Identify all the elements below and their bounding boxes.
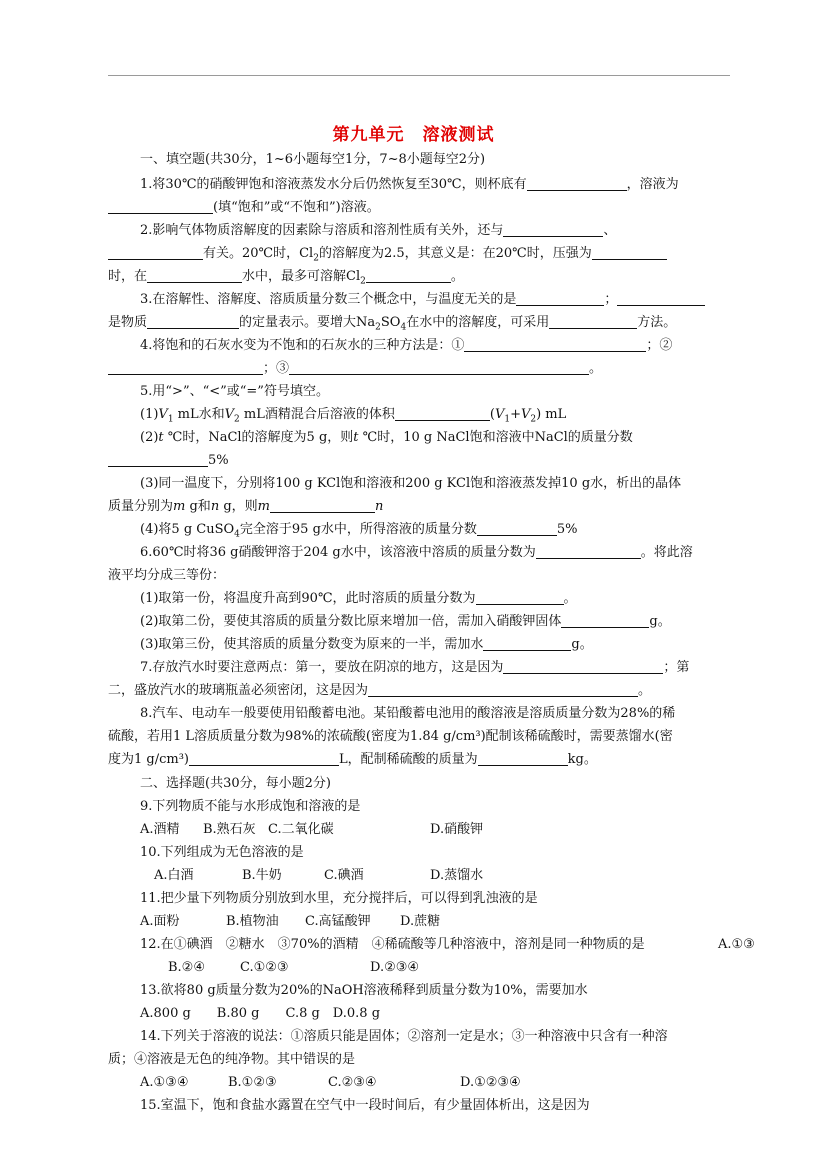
answer-blank[interactable] xyxy=(270,498,375,513)
answer-blank[interactable] xyxy=(503,659,663,674)
option-a[interactable]: A.白酒 xyxy=(154,868,194,883)
answer-blank[interactable] xyxy=(395,406,490,421)
question-6: 6.60℃时将36 g硝酸钾溶于204 g水中，该溶液中溶质的质量分数为 。将此溶 xyxy=(140,545,693,560)
option-c[interactable]: C.高锰酸钾 xyxy=(305,914,371,929)
question-2-cont2: 时，在 水中，最多可溶解$Cl_2$ 。 xyxy=(108,269,464,287)
question-4-cont: ；③ 。 xyxy=(108,359,602,379)
question-14: 14.下列关于溶液的说法：①溶质只能是固体；②溶剂一定是水；③一种溶液中只含有一种溶 xyxy=(140,1029,668,1044)
question-4: 4.将饱和的石灰水变为不饱和的石灰水的三种方法是：① ；② xyxy=(140,338,673,353)
question-6-part-2: (2)取第二份，要使其溶质的质量分数比原来增加一倍，需加入硝酸钾固体 g。 xyxy=(140,614,671,629)
answer-blank[interactable] xyxy=(189,751,339,766)
option-d[interactable]: D.蔗糖 xyxy=(400,914,441,929)
answer-blank[interactable] xyxy=(147,314,239,329)
option-c[interactable]: C.②③④ xyxy=(328,1075,377,1090)
question-12: 12.在①碘酒 ②糖水 ③70%的酒精 ④稀硫酸等几种溶液中，溶剂是同一种物质的是 A.①③ xyxy=(140,935,645,955)
header-rule xyxy=(108,75,730,76)
answer-blank[interactable] xyxy=(477,521,557,536)
answer-blank[interactable] xyxy=(536,544,641,559)
question-5-part-1: $(1)V_1$ mL水和$V_2$ mL酒精混合后溶液的体积 $(V_1+V_2)$ mL xyxy=(140,407,567,425)
answer-blank[interactable] xyxy=(592,245,667,260)
option-c[interactable]: C.①②③ xyxy=(240,960,289,975)
answer-blank[interactable] xyxy=(478,751,568,766)
option-b[interactable]: B.熟石灰 xyxy=(203,822,256,837)
answer-blank[interactable] xyxy=(368,682,638,697)
option-d[interactable]: D.硝酸钾 xyxy=(430,822,484,837)
question-8-cont: 硫酸，若用1 L溶质质量分数为98%的浓硫酸(密度为1.84 g/cm³)配制该稀硫酸时，需要蒸馏水(密 xyxy=(108,729,673,744)
answer-blank[interactable] xyxy=(147,268,242,283)
option-d[interactable]: D.蒸馏水 xyxy=(430,868,484,883)
option-a[interactable]: A.①③ xyxy=(718,937,755,952)
answer-blank[interactable] xyxy=(617,291,705,306)
option-b[interactable]: B.牛奶 xyxy=(242,868,282,883)
question-14-cont: 质；④溶液是无色的纯净物。其中错误的是 xyxy=(108,1052,356,1067)
answer-blank[interactable] xyxy=(503,222,603,237)
question-5-part-2: (2)t ℃时，NaCl的溶解度为5 g，则t ℃时，10 g NaCl饱和溶液中NaCl的质量分数 xyxy=(140,430,633,445)
option-d[interactable]: D.①②③④ xyxy=(460,1075,521,1090)
answer-blank[interactable] xyxy=(476,590,564,605)
question-1: 1.将30℃的硝酸钾饱和溶液蒸发水分后仍然恢复至30℃，则杯底有 ，溶液为 xyxy=(140,177,679,192)
option-b[interactable]: B.植物油 xyxy=(226,914,279,929)
question-6-part-3: (3)取第三份，使其溶质的质量分数变为原来的一半，需加水 g。 xyxy=(140,637,593,652)
question-6-cont: 液平均分成三等份： xyxy=(108,568,226,583)
answer-blank[interactable] xyxy=(108,245,203,260)
question-7: 7.存放汽水时要注意两点：第一，要放在阴凉的地方，这是因为 ；第 xyxy=(140,660,690,675)
answer-blank[interactable] xyxy=(516,291,604,306)
question-2-cont: 有关。20℃时，$Cl_2$的溶解度为2.5，其意义是：在20℃时，压强为 xyxy=(108,244,667,264)
answer-blank[interactable] xyxy=(108,360,263,375)
option-a[interactable]: A.①③④ xyxy=(140,1075,189,1090)
question-5-part-2-cont: 5% xyxy=(108,451,229,471)
question-3: 3.在溶解性、溶解度、溶质质量分数三个概念中，与温度无关的是 ； xyxy=(140,290,705,310)
answer-blank[interactable] xyxy=(483,636,571,651)
question-5: 5.用“>”、“<”或“=”符号填空。 xyxy=(140,384,329,399)
option-c[interactable]: C.二氧化碳 xyxy=(268,822,334,837)
question-5-part-4: (4)将5 g CuSO$_4$完全溶于95 g水中，所得溶液的质量分数 5% xyxy=(140,522,578,540)
question-6-part-1: (1)取第一份，将温度升高到90℃，此时溶质的质量分数为 。 xyxy=(140,591,577,606)
question-13: 13.欲将80 g质量分数为20%的NaOH溶液稀释到质量分数为10%，需要加水 xyxy=(140,983,588,998)
question-15: 15.室温下，饱和食盐水露置在空气中一段时间后，有少量固体析出，这是因为 xyxy=(140,1098,590,1113)
question-2: 2.影响气体物质溶解度的因素除与溶质和溶剂性质有关外，还与 、 xyxy=(140,223,617,238)
question-9: 9.下列物质不能与水形成饱和溶液的是 xyxy=(140,799,361,814)
option-d[interactable]: D.②③④ xyxy=(370,960,420,975)
question-7-cont: 二，盛放汽水的玻璃瓶盖必须密闭，这是因为 。 xyxy=(108,683,652,698)
option-b[interactable]: B.②④ xyxy=(168,960,205,975)
option-a[interactable]: A.酒精 xyxy=(140,822,180,837)
answer-blank[interactable] xyxy=(108,452,208,467)
question-10: 10.下列组成为无色溶液的是 xyxy=(140,845,304,860)
option-b[interactable]: B.①②③ xyxy=(228,1075,277,1090)
answer-blank[interactable] xyxy=(464,337,646,352)
option-c[interactable]: C.碘酒 xyxy=(324,868,364,883)
question-13-options[interactable]: A.800 g B.80 g C.8 g D.0.8 g xyxy=(140,1006,381,1021)
question-1-cont: (填“饱和”或“不饱和”)溶液。 xyxy=(108,198,380,218)
question-8: 8.汽车、电动车一般要使用铅酸蓄电池。某铅酸蓄电池用的酸溶液是溶质质量分数为28%的稀 xyxy=(140,706,676,721)
question-5-part-3: (3)同一温度下，分别将100 g KCl饱和溶液和200 g KCl饱和溶液蒸发掉10 g水，析出的晶体 xyxy=(140,476,682,491)
question-5-part-3-cont: 质量分别为m g和n g，则m n xyxy=(108,499,384,514)
question-3-cont: 是物质 的定量表示。要增大$Na_2SO_4$在水中的溶解度，可采用 方法。 xyxy=(108,315,677,333)
answer-blank[interactable] xyxy=(366,268,451,283)
section-heading-multiple-choice: 二、选择题(共30分，每小题2分) xyxy=(140,776,331,791)
question-11: 11.把少量下列物质分别放到水里，充分搅拌后，可以得到乳浊液的是 xyxy=(140,891,538,906)
section-heading-fill-in: 一、填空题(共30分，1~6小题每空1分，7~8小题每空2分) xyxy=(140,152,486,167)
page-title: 第九单元 溶液测试 xyxy=(332,125,495,145)
answer-blank[interactable] xyxy=(561,613,649,628)
answer-blank[interactable] xyxy=(527,176,627,191)
question-8-cont2: 度为1 g/cm³) L，配制稀硫酸的质量为 kg。 xyxy=(108,752,597,767)
answer-blank[interactable] xyxy=(108,199,213,214)
answer-blank[interactable] xyxy=(549,314,637,329)
option-a[interactable]: A.面粉 xyxy=(140,914,180,929)
answer-blank[interactable] xyxy=(289,360,589,375)
